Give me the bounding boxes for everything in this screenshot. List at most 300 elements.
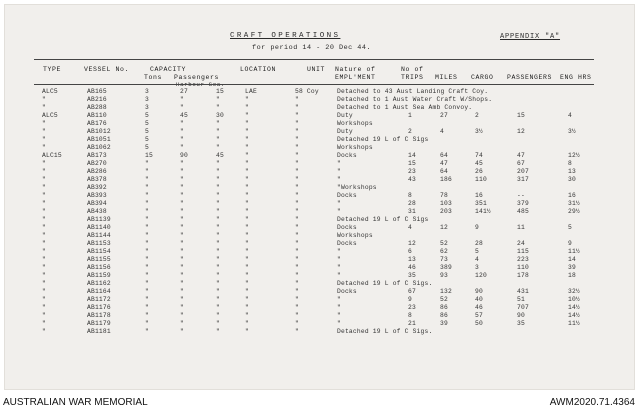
cell-trips: 2 bbox=[408, 128, 412, 135]
cell-vessel: AB1139 bbox=[87, 216, 111, 223]
cell-nature: Docks bbox=[337, 288, 357, 295]
cell-harbour: " bbox=[180, 192, 184, 199]
cell-nature: Detached to 1 Aust Water Craft W/Shops. bbox=[337, 96, 493, 103]
cell-passengers: 207 bbox=[517, 168, 529, 175]
cell-nature: Docks bbox=[337, 224, 357, 231]
cell-location: " bbox=[245, 312, 249, 319]
cell-harbour: " bbox=[180, 136, 184, 143]
cell-sea: " bbox=[216, 224, 220, 231]
cell-type: " bbox=[42, 192, 46, 199]
cell-sea: 30 bbox=[216, 112, 224, 119]
cell-nature: " bbox=[337, 200, 341, 207]
cell-type: ALC15 bbox=[42, 152, 62, 159]
cell-miles: 52 bbox=[440, 296, 448, 303]
footer-institution: AUSTRALIAN WAR MEMORIAL bbox=[3, 397, 148, 408]
cell-trips: 1 bbox=[408, 112, 412, 119]
cell-cargo: 3½ bbox=[475, 128, 483, 135]
cell-unit: " bbox=[295, 128, 299, 135]
cell-tons: " bbox=[145, 280, 149, 287]
cell-miles: 62 bbox=[440, 248, 448, 255]
cell-nature: Docks bbox=[337, 152, 357, 159]
cell-trips: 21 bbox=[408, 320, 416, 327]
cell-sea: " bbox=[216, 272, 220, 279]
cell-vessel: AB1144 bbox=[87, 232, 111, 239]
cell-harbour: " bbox=[180, 224, 184, 231]
cell-sea: " bbox=[216, 136, 220, 143]
cell-trips: 28 bbox=[408, 200, 416, 207]
cell-unit: " bbox=[295, 320, 299, 327]
cell-type: " bbox=[42, 176, 46, 183]
cell-location: " bbox=[245, 328, 249, 335]
cell-unit: " bbox=[295, 280, 299, 287]
cell-trips: 46 bbox=[408, 264, 416, 271]
cell-sea: " bbox=[216, 192, 220, 199]
cell-nature: " bbox=[337, 160, 341, 167]
cell-type: " bbox=[42, 256, 46, 263]
cell-unit: " bbox=[295, 136, 299, 143]
cell-vessel: AB1164 bbox=[87, 288, 111, 295]
cell-location: " bbox=[245, 216, 249, 223]
cell-location: " bbox=[245, 272, 249, 279]
cell-vessel: AB1176 bbox=[87, 304, 111, 311]
cell-nature: Detached to 1 Aust Sea Amb Convoy. bbox=[337, 104, 473, 111]
cell-cargo: 351 bbox=[475, 200, 487, 207]
cell-tons: " bbox=[145, 256, 149, 263]
cell-type: ALC5 bbox=[42, 88, 58, 95]
cell-type: " bbox=[42, 272, 46, 279]
cell-nature: " bbox=[337, 320, 341, 327]
cell-harbour: " bbox=[180, 312, 184, 319]
cell-cargo: 141½ bbox=[475, 208, 491, 215]
cell-location: " bbox=[245, 184, 249, 191]
cell-tons: " bbox=[145, 160, 149, 167]
cell-harbour: " bbox=[180, 296, 184, 303]
cell-cargo: 110 bbox=[475, 176, 487, 183]
cell-harbour: " bbox=[180, 240, 184, 247]
cell-vessel: AB176 bbox=[87, 120, 107, 127]
cell-passengers: -- bbox=[517, 192, 525, 199]
cell-cargo: 28 bbox=[475, 240, 483, 247]
cell-location: " bbox=[245, 152, 249, 159]
cell-miles: 103 bbox=[440, 200, 452, 207]
cell-unit: " bbox=[295, 312, 299, 319]
cell-location: " bbox=[245, 232, 249, 239]
cell-harbour: " bbox=[180, 160, 184, 167]
cell-eng-hrs: 9 bbox=[568, 240, 572, 247]
cell-tons: 5 bbox=[145, 120, 149, 127]
cell-trips: 9 bbox=[408, 296, 412, 303]
cell-tons: " bbox=[145, 200, 149, 207]
cell-miles: 86 bbox=[440, 304, 448, 311]
cell-tons: 3 bbox=[145, 104, 149, 111]
cell-passengers: 707 bbox=[517, 304, 529, 311]
header-nature-2: EMPL'MENT bbox=[335, 74, 376, 81]
cell-vessel: AB1181 bbox=[87, 328, 111, 335]
cell-location: LAE bbox=[245, 88, 257, 95]
cell-type: " bbox=[42, 104, 46, 111]
cell-nature: Workshops bbox=[337, 232, 373, 239]
cell-tons: " bbox=[145, 312, 149, 319]
cell-type: " bbox=[42, 280, 46, 287]
cell-type: " bbox=[42, 96, 46, 103]
cell-unit: " bbox=[295, 200, 299, 207]
cell-passengers: 431 bbox=[517, 288, 529, 295]
cell-location: " bbox=[245, 120, 249, 127]
cell-sea: " bbox=[216, 128, 220, 135]
cell-eng-hrs: 29½ bbox=[568, 208, 580, 215]
cell-eng-hrs: 18 bbox=[568, 272, 576, 279]
cell-type: " bbox=[42, 184, 46, 191]
cell-location: " bbox=[245, 128, 249, 135]
cell-harbour: 90 bbox=[180, 152, 188, 159]
header-nature-1: Nature of bbox=[335, 66, 376, 73]
cell-type: " bbox=[42, 328, 46, 335]
cell-tons: " bbox=[145, 296, 149, 303]
header-eng-hrs: ENG HRS bbox=[560, 74, 592, 81]
cell-eng-hrs: 31½ bbox=[568, 200, 580, 207]
cell-cargo: 40 bbox=[475, 296, 483, 303]
header-no-of: No of bbox=[401, 66, 424, 73]
cell-unit: " bbox=[295, 208, 299, 215]
cell-type: " bbox=[42, 168, 46, 175]
cell-tons: " bbox=[145, 216, 149, 223]
header-miles: MILES bbox=[435, 74, 458, 81]
cell-cargo: 74 bbox=[475, 152, 483, 159]
cell-tons: " bbox=[145, 240, 149, 247]
cell-miles: 64 bbox=[440, 168, 448, 175]
cell-nature: " bbox=[337, 304, 341, 311]
cell-location: " bbox=[245, 96, 249, 103]
cell-sea: " bbox=[216, 288, 220, 295]
cell-harbour: " bbox=[180, 280, 184, 287]
cell-harbour: " bbox=[180, 288, 184, 295]
cell-cargo: 26 bbox=[475, 168, 483, 175]
cell-sea: " bbox=[216, 184, 220, 191]
cell-tons: " bbox=[145, 224, 149, 231]
cell-trips: 4 bbox=[408, 224, 412, 231]
cell-miles: 27 bbox=[440, 112, 448, 119]
cell-harbour: " bbox=[180, 232, 184, 239]
cell-nature: Docks bbox=[337, 240, 357, 247]
cell-nature: Duty bbox=[337, 128, 353, 135]
cell-passengers: 485 bbox=[517, 208, 529, 215]
cell-eng-hrs: 32½ bbox=[568, 288, 580, 295]
header-location: LOCATION bbox=[240, 66, 277, 73]
appendix-label: APPENDIX "A" bbox=[500, 33, 561, 41]
cell-location: " bbox=[245, 240, 249, 247]
cell-passengers: 115 bbox=[517, 248, 529, 255]
cell-passengers: 317 bbox=[517, 176, 529, 183]
cell-eng-hrs: 16 bbox=[568, 192, 576, 199]
header-passengers-col: PASSENGERS bbox=[507, 74, 553, 81]
cell-sea: " bbox=[216, 304, 220, 311]
footer-catalogue-number: AWM2020.71.4364 bbox=[549, 397, 635, 408]
cell-cargo: 57 bbox=[475, 312, 483, 319]
cell-eng-hrs: 4 bbox=[568, 112, 572, 119]
cell-unit: " bbox=[295, 184, 299, 191]
document-period: for period 14 - 20 Dec 44. bbox=[252, 44, 372, 52]
cell-location: " bbox=[245, 224, 249, 231]
cell-trips: 14 bbox=[408, 152, 416, 159]
header-capacity: CAPACITY bbox=[150, 66, 187, 73]
cell-sea: " bbox=[216, 320, 220, 327]
cell-vessel: AB1154 bbox=[87, 248, 111, 255]
cell-tons: " bbox=[145, 264, 149, 271]
cell-vessel: AB286 bbox=[87, 168, 107, 175]
cell-harbour: " bbox=[180, 128, 184, 135]
cell-vessel: AB173 bbox=[87, 152, 107, 159]
cell-nature: " bbox=[337, 208, 341, 215]
cell-tons: " bbox=[145, 232, 149, 239]
cell-location: " bbox=[245, 160, 249, 167]
cell-vessel: AB438 bbox=[87, 208, 107, 215]
cell-tons: 3 bbox=[145, 88, 149, 95]
cell-vessel: AB288 bbox=[87, 104, 107, 111]
cell-sea: " bbox=[216, 168, 220, 175]
cell-eng-hrs: 14½ bbox=[568, 304, 580, 311]
cell-harbour: 45 bbox=[180, 112, 188, 119]
cell-sea: " bbox=[216, 248, 220, 255]
cell-eng-hrs: 8 bbox=[568, 160, 572, 167]
cell-cargo: 5 bbox=[475, 248, 479, 255]
cell-cargo: 3 bbox=[475, 264, 479, 271]
cell-location: " bbox=[245, 176, 249, 183]
cell-location: " bbox=[245, 112, 249, 119]
cell-type: " bbox=[42, 288, 46, 295]
cell-type: " bbox=[42, 200, 46, 207]
cell-nature: " bbox=[337, 256, 341, 263]
cell-sea: 45 bbox=[216, 152, 224, 159]
cell-location: " bbox=[245, 200, 249, 207]
cell-unit: " bbox=[295, 192, 299, 199]
archive-footer bbox=[0, 392, 640, 409]
cell-unit: " bbox=[295, 120, 299, 127]
cell-nature: Duty bbox=[337, 112, 353, 119]
cell-passengers: 35 bbox=[517, 320, 525, 327]
cell-unit: " bbox=[295, 96, 299, 103]
cell-vessel: AB1172 bbox=[87, 296, 111, 303]
cell-passengers: 11 bbox=[517, 224, 525, 231]
cell-eng-hrs: 11½ bbox=[568, 248, 580, 255]
cell-vessel: AB1178 bbox=[87, 312, 111, 319]
cell-cargo: 45 bbox=[475, 160, 483, 167]
cell-location: " bbox=[245, 288, 249, 295]
cell-sea: " bbox=[216, 240, 220, 247]
cell-passengers: 47 bbox=[517, 152, 525, 159]
cell-eng-hrs: 30 bbox=[568, 176, 576, 183]
cell-tons: " bbox=[145, 328, 149, 335]
cell-type: " bbox=[42, 312, 46, 319]
cell-unit: " bbox=[295, 216, 299, 223]
cell-vessel: AB393 bbox=[87, 192, 107, 199]
cell-vessel: AB1153 bbox=[87, 240, 111, 247]
cell-nature: " bbox=[337, 272, 341, 279]
header-unit: UNIT bbox=[307, 66, 326, 73]
cell-miles: 93 bbox=[440, 272, 448, 279]
cell-vessel: AB1012 bbox=[87, 128, 111, 135]
cell-nature: Detached to 43 Aust Landing Craft Coy. bbox=[337, 88, 489, 95]
cell-sea: " bbox=[216, 176, 220, 183]
cell-tons: " bbox=[145, 304, 149, 311]
cell-cargo: 46 bbox=[475, 304, 483, 311]
cell-eng-hrs: 39 bbox=[568, 264, 576, 271]
cell-unit: " bbox=[295, 304, 299, 311]
cell-location: " bbox=[245, 248, 249, 255]
cell-vessel: AB270 bbox=[87, 160, 107, 167]
cell-miles: 186 bbox=[440, 176, 452, 183]
cell-eng-hrs: 14½ bbox=[568, 312, 580, 319]
cell-tons: " bbox=[145, 248, 149, 255]
cell-nature: Detached 19 L of C Sigs bbox=[337, 136, 429, 143]
cell-tons: 15 bbox=[145, 152, 153, 159]
cell-harbour: " bbox=[180, 96, 184, 103]
cell-passengers: 178 bbox=[517, 272, 529, 279]
cell-unit: " bbox=[295, 272, 299, 279]
cell-tons: " bbox=[145, 288, 149, 295]
cell-harbour: " bbox=[180, 120, 184, 127]
cell-tons: 3 bbox=[145, 96, 149, 103]
cell-trips: 12 bbox=[408, 240, 416, 247]
cell-unit: " bbox=[295, 168, 299, 175]
cell-type: " bbox=[42, 160, 46, 167]
cell-harbour: " bbox=[180, 168, 184, 175]
cell-unit: " bbox=[295, 248, 299, 255]
cell-sea: " bbox=[216, 216, 220, 223]
cell-miles: 389 bbox=[440, 264, 452, 271]
cell-type: " bbox=[42, 224, 46, 231]
cell-sea: " bbox=[216, 256, 220, 263]
cell-unit: " bbox=[295, 144, 299, 151]
cell-nature: " bbox=[337, 176, 341, 183]
cell-cargo: 90 bbox=[475, 288, 483, 295]
cell-harbour: " bbox=[180, 264, 184, 271]
cell-nature: Docks bbox=[337, 192, 357, 199]
cell-harbour: " bbox=[180, 200, 184, 207]
cell-eng-hrs: 3½ bbox=[568, 128, 576, 135]
header-trips: TRIPS bbox=[401, 74, 424, 81]
cell-nature: Detached 19 L of C Sigs bbox=[337, 216, 429, 223]
cell-eng-hrs: 13 bbox=[568, 168, 576, 175]
cell-location: " bbox=[245, 256, 249, 263]
cell-unit: " bbox=[295, 240, 299, 247]
cell-nature: Workshops bbox=[337, 120, 373, 127]
cell-type: " bbox=[42, 264, 46, 271]
cell-eng-hrs: 14 bbox=[568, 256, 576, 263]
cell-harbour: " bbox=[180, 176, 184, 183]
cell-location: " bbox=[245, 104, 249, 111]
cell-unit: " bbox=[295, 256, 299, 263]
cell-harbour: " bbox=[180, 104, 184, 111]
cell-unit: " bbox=[295, 160, 299, 167]
cell-nature: Detached 19 L of C Sigs. bbox=[337, 328, 433, 335]
cell-miles: 203 bbox=[440, 208, 452, 215]
cell-tons: 5 bbox=[145, 128, 149, 135]
cell-location: " bbox=[245, 168, 249, 175]
cell-nature: " bbox=[337, 248, 341, 255]
cell-eng-hrs: 10½ bbox=[568, 296, 580, 303]
cell-vessel: AB110 bbox=[87, 112, 107, 119]
cell-sea: " bbox=[216, 144, 220, 151]
cell-vessel: AB1159 bbox=[87, 272, 111, 279]
cell-location: " bbox=[245, 320, 249, 327]
cell-trips: 13 bbox=[408, 256, 416, 263]
cell-passengers: 110 bbox=[517, 264, 529, 271]
cell-nature: Workshops bbox=[337, 144, 373, 151]
cell-type: " bbox=[42, 128, 46, 135]
cell-passengers: 90 bbox=[517, 312, 525, 319]
cell-type: " bbox=[42, 216, 46, 223]
cell-cargo: 9 bbox=[475, 224, 479, 231]
cell-unit: " bbox=[295, 176, 299, 183]
cell-trips: 43 bbox=[408, 176, 416, 183]
cell-sea: " bbox=[216, 328, 220, 335]
cell-type: " bbox=[42, 248, 46, 255]
cell-unit: " bbox=[295, 232, 299, 239]
cell-unit: " bbox=[295, 104, 299, 111]
cell-sea: " bbox=[216, 232, 220, 239]
cell-passengers: 12 bbox=[517, 128, 525, 135]
cell-sea: 15 bbox=[216, 88, 224, 95]
cell-vessel: AB394 bbox=[87, 200, 107, 207]
cell-type: " bbox=[42, 304, 46, 311]
document-page bbox=[4, 4, 635, 390]
cell-tons: " bbox=[145, 192, 149, 199]
cell-harbour: " bbox=[180, 256, 184, 263]
cell-passengers: 24 bbox=[517, 240, 525, 247]
cell-sea: " bbox=[216, 200, 220, 207]
cell-harbour: 27 bbox=[180, 88, 188, 95]
cell-type: " bbox=[42, 144, 46, 151]
cell-harbour: " bbox=[180, 320, 184, 327]
cell-unit: " bbox=[295, 288, 299, 295]
cell-cargo: 16 bbox=[475, 192, 483, 199]
cell-type: " bbox=[42, 208, 46, 215]
cell-passengers: 223 bbox=[517, 256, 529, 263]
cell-passengers: 67 bbox=[517, 160, 525, 167]
cell-vessel: AB216 bbox=[87, 96, 107, 103]
cell-miles: 78 bbox=[440, 192, 448, 199]
cell-harbour: " bbox=[180, 304, 184, 311]
cell-passengers: 51 bbox=[517, 296, 525, 303]
header-passengers: Passengers bbox=[174, 74, 220, 81]
cell-unit: " bbox=[295, 264, 299, 271]
cell-location: " bbox=[245, 304, 249, 311]
cell-unit: " bbox=[295, 328, 299, 335]
cell-sea: " bbox=[216, 208, 220, 215]
cell-trips: 6 bbox=[408, 248, 412, 255]
cell-sea: " bbox=[216, 312, 220, 319]
cell-tons: " bbox=[145, 184, 149, 191]
cell-miles: 64 bbox=[440, 152, 448, 159]
cell-trips: 35 bbox=[408, 272, 416, 279]
cell-type: " bbox=[42, 136, 46, 143]
header-cargo: CARGO bbox=[471, 74, 494, 81]
cell-type: " bbox=[42, 120, 46, 127]
cell-sea: " bbox=[216, 280, 220, 287]
cell-cargo: 50 bbox=[475, 320, 483, 327]
cell-nature: "Workshops bbox=[337, 184, 377, 191]
cell-location: " bbox=[245, 192, 249, 199]
cell-harbour: " bbox=[180, 184, 184, 191]
cell-trips: 8 bbox=[408, 192, 412, 199]
cell-location: " bbox=[245, 136, 249, 143]
cell-cargo: 4 bbox=[475, 256, 479, 263]
cell-passengers: 15 bbox=[517, 112, 525, 119]
cell-miles: 4 bbox=[440, 128, 444, 135]
cell-type: " bbox=[42, 240, 46, 247]
cell-tons: " bbox=[145, 168, 149, 175]
cell-unit: " bbox=[295, 152, 299, 159]
